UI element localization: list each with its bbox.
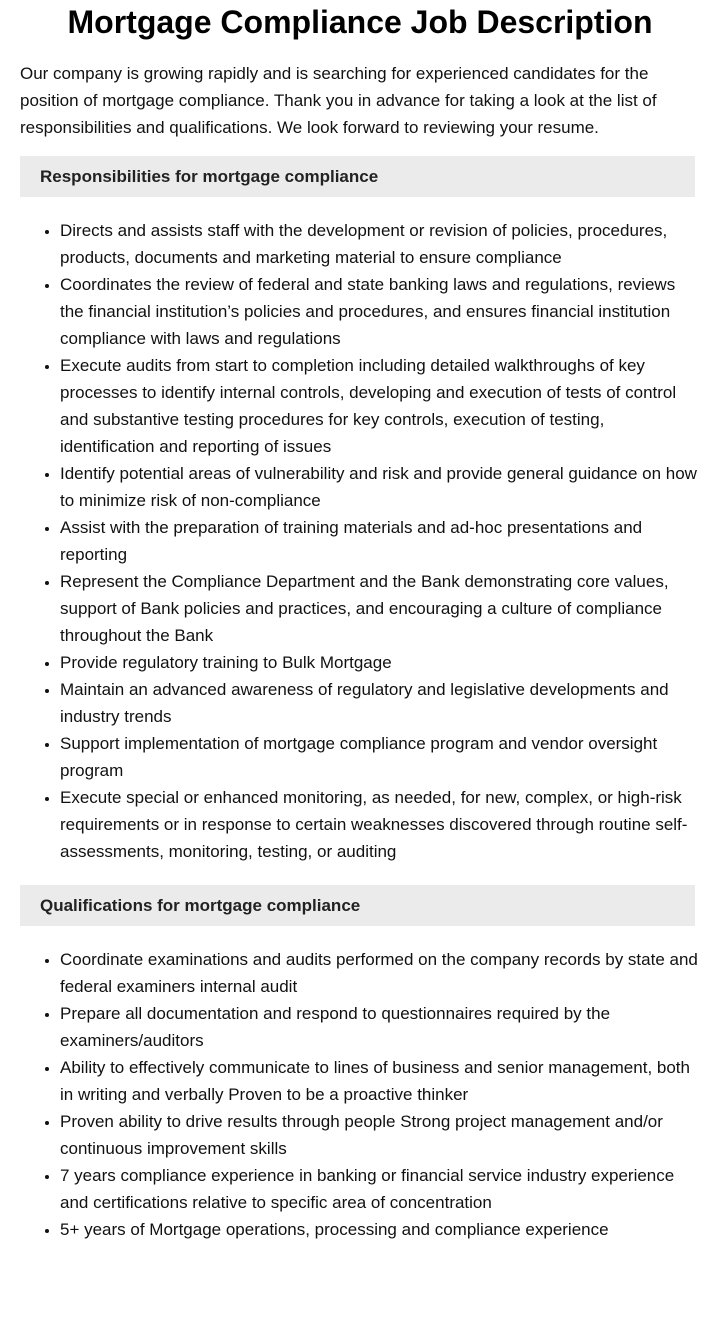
list-item: • Proven ability to drive results through people Strong project management and/or continuous improvement skills (60, 1108, 700, 1162)
list-item: • Coordinate examinations and audits performed on the company records by state and federal examiners internal audit (60, 946, 700, 1000)
list-item: • Maintain an advanced awareness of regulatory and legislative developments and industry trends (60, 676, 700, 730)
page-title: Mortgage Compliance Job Description (67, 4, 653, 40)
list-item: • Identify potential areas of vulnerability and risk and provide general guidance on how to minimize risk of non-compliance (60, 460, 700, 514)
list-item: • 7 years compliance experience in banking or financial service industry experience and certifications relative to specific area of concentration (60, 1162, 700, 1216)
responsibilities-list (20, 217, 700, 865)
responsibilities-heading: Responsibilities for mortgage compliance (20, 156, 695, 197)
list-item: • 5+ years of Mortgage operations, processing and compliance experience (60, 1216, 700, 1243)
list-item: • Ability to effectively communicate to lines of business and senior management, both in writing and verbally Proven to be a proactive thinker (60, 1054, 700, 1108)
list-item: • Execute audits from start to completion including detailed walkthroughs of key processes to identify internal controls, developing and execution of tests of control and substantive testing procedures for key controls, execution of testing, identification and reporting of issues (60, 352, 700, 460)
qualifications-list (20, 946, 700, 1243)
list-item: • Provide regulatory training to Bulk Mortgage (60, 649, 700, 676)
intro-paragraph: Our company is growing rapidly and is searching for experienced candidates for the position of mortgage compliance. Thank you in advance for taking a look at the list of responsibilities and qualifications. We look forward to reviewing your resume. (20, 64, 657, 137)
list-item: • Execute special or enhanced monitoring, as needed, for new, complex, or high-risk requirements or in response to certain weaknesses discovered through routine self-assessments, monitoring, testing, or auditing (60, 784, 700, 865)
list-item: • Directs and assists staff with the development or revision of policies, procedures, products, documents and marketing material to ensure compliance (60, 217, 700, 271)
qualifications-heading: Qualifications for mortgage compliance (20, 885, 695, 926)
list-item: • Assist with the preparation of training materials and ad-hoc presentations and reporting (60, 514, 700, 568)
list-item: • Prepare all documentation and respond to questionnaires required by the examiners/auditors (60, 1000, 700, 1054)
list-item: • Support implementation of mortgage compliance program and vendor oversight program (60, 730, 700, 784)
list-item: • Represent the Compliance Department and the Bank demonstrating core values, support of Bank policies and practices, and encouraging a culture of compliance throughout the Bank (60, 568, 700, 649)
list-item: • Coordinates the review of federal and state banking laws and regulations, reviews the financial institution’s policies and procedures, and ensures financial institution compliance with laws and regulations (60, 271, 700, 352)
